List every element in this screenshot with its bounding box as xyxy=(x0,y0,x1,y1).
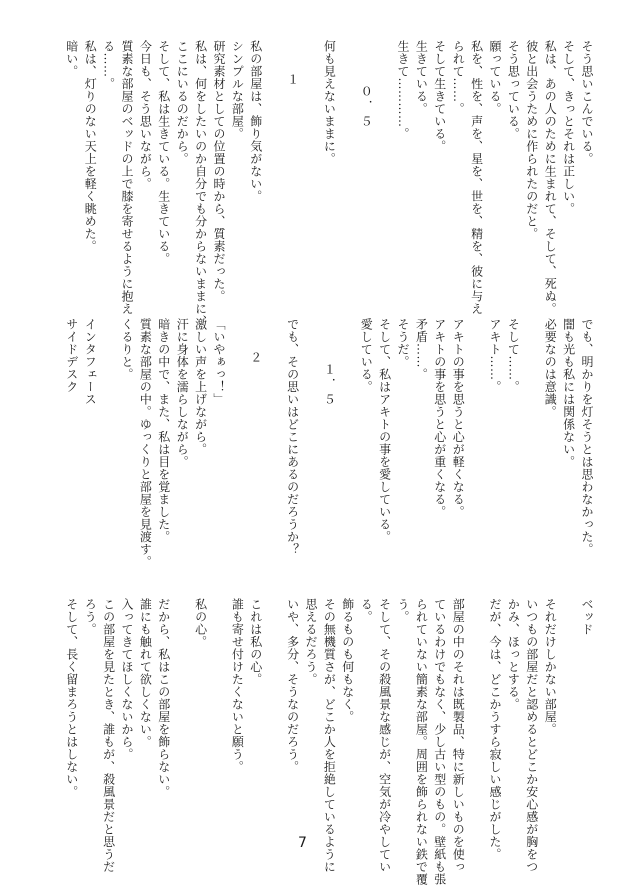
bottom-line: 誰も寄せ付けたくないと願う。 xyxy=(230,598,245,773)
top-line: 私は、灯りのない天上を軽く眺めた。 xyxy=(83,40,98,253)
top-line: 何も見えないままに。 xyxy=(322,40,337,165)
middle-line: そうだ。 xyxy=(396,318,410,368)
top-line: 今日も、そう思いながら。 xyxy=(138,40,153,190)
bottom-line: る。 xyxy=(359,598,374,623)
bottom-line: ているわけでもなく、少し古い型のもの。壁紙も張 xyxy=(432,598,447,886)
top-line: 私の部屋は、飾り気がない。 xyxy=(248,40,263,203)
middle-line: 激しい声を上げながら。 xyxy=(193,318,208,456)
middle-line: 闇も光も私には関係ない。 xyxy=(561,318,576,468)
middle-line: アキトの事を思うと心が重くなる。 xyxy=(432,318,447,518)
top-line: １ xyxy=(285,73,300,88)
bottom-line: いつもの部屋だと認めるとどこか安心感が胸をつ xyxy=(524,598,539,873)
bottom-line: いや、多分、そうなのだろう。 xyxy=(285,598,300,773)
top-line: 生きて…………。 xyxy=(396,40,410,140)
bottom-line: う。 xyxy=(396,598,410,623)
middle-line: でも、その思いはどこにあるのだろうか？ xyxy=(285,318,300,556)
bottom-line: 思えるだろう。 xyxy=(304,598,318,686)
middle-line: ２ xyxy=(248,351,263,366)
top-line: られて……。 xyxy=(451,40,466,115)
middle-line: 愛している。 xyxy=(359,318,374,393)
middle-line: 汗に身体を濡らしながら。 xyxy=(175,318,190,468)
top-line: 研究素材としての位置の時から、質素だった。 xyxy=(212,40,226,303)
bottom-line: そして、長く留まろうとはしない。 xyxy=(64,598,79,798)
middle-line: アキトの事を思うと心が軽くなる。 xyxy=(451,318,466,518)
middle-line: １．５ xyxy=(322,363,337,408)
bottom-line: ろう。 xyxy=(83,598,98,636)
bottom-line: だから、私はこの部屋を飾らない。 xyxy=(156,598,171,798)
bottom-line: これは私の心。 xyxy=(248,598,263,686)
top-line: 質素な部屋のベッドの上で膝を寄せるように抱え xyxy=(120,40,134,315)
top-line: 願っている。 xyxy=(488,40,502,115)
middle-line: 必要なのは意識。 xyxy=(543,318,558,418)
top-line: ０．５ xyxy=(359,85,374,130)
bottom-line: 入ってきてほしくないから。 xyxy=(120,598,134,761)
bottom-line: られていない簡素な部屋。周囲を飾られない鉄で覆 xyxy=(414,598,429,886)
top-line: ここにいるのだから。 xyxy=(175,40,190,165)
middle-line: 質素な部屋の中。ゆっくりと部屋を見渡す。 xyxy=(138,318,153,568)
middle-line: そして、私はアキトの事を愛している。 xyxy=(377,318,392,543)
page-number: 7 xyxy=(298,835,307,851)
top-line: 私は、何をしたいのか自分でも分からないままに、 xyxy=(193,40,208,328)
bottom-line: 誰にも触れて欲しくない。 xyxy=(138,598,153,748)
bottom-line: ベッド xyxy=(580,598,594,636)
top-line: る……。 xyxy=(101,40,116,90)
top-line: シンプルな部屋。 xyxy=(230,40,245,140)
bottom-line: かみ、ほっとする。 xyxy=(506,598,521,711)
top-line: そして生きている。 xyxy=(432,40,447,153)
top-line: 私を、性を、声を、星を、世を、精を、彼に与え xyxy=(469,40,484,315)
bottom-line: この部屋を見たとき、誰もが、殺風景だと思うだ xyxy=(101,598,116,873)
top-line: そして、きっとそれは正しい。 xyxy=(561,40,576,215)
middle-line: 「いやぁっ！」 xyxy=(212,318,226,406)
middle-line: 矛盾……。 xyxy=(414,318,429,381)
top-line: そう思いこんでいる。 xyxy=(580,40,594,165)
top-line: 暗い。 xyxy=(64,40,79,78)
bottom-line: 部屋の中のそれは既製品、特に新しいものを使っ xyxy=(451,598,466,873)
middle-line: アキト……。 xyxy=(488,318,502,393)
top-line: 生きている。 xyxy=(414,40,429,115)
middle-line: でも、明かりを灯そうとは思わなかった。 xyxy=(580,318,594,556)
middle-line: そして……。 xyxy=(506,318,521,393)
middle-line: インタフェース xyxy=(83,318,98,406)
bottom-line: 飾るものも何もなく。 xyxy=(340,598,355,723)
bottom-line: そして、その殺風景な感じが、空気が冷やしてい xyxy=(377,598,392,873)
top-line: そう思っている。 xyxy=(506,40,521,140)
top-line: 私は、あの人のために生まれて、そして、死ぬ。 xyxy=(543,40,558,315)
middle-line: サイドデスク xyxy=(64,318,79,393)
middle-line: くるりと。 xyxy=(120,318,134,381)
bottom-line: だが、今は、どこかうすら寂しい感じがした。 xyxy=(488,598,502,861)
bottom-line: その無機質さが、どこか人を拒絶しているように xyxy=(322,598,337,873)
top-line: 彼と出会うために作られたのだと。 xyxy=(524,40,539,240)
top-line: そして、私は生きている。生きている。 xyxy=(156,40,171,265)
bottom-line: 私の心。 xyxy=(193,598,208,648)
middle-line: 暗きの中で、また、私は目を覚ました。 xyxy=(156,318,171,543)
bottom-line: それだけしかない部屋。 xyxy=(543,598,558,736)
